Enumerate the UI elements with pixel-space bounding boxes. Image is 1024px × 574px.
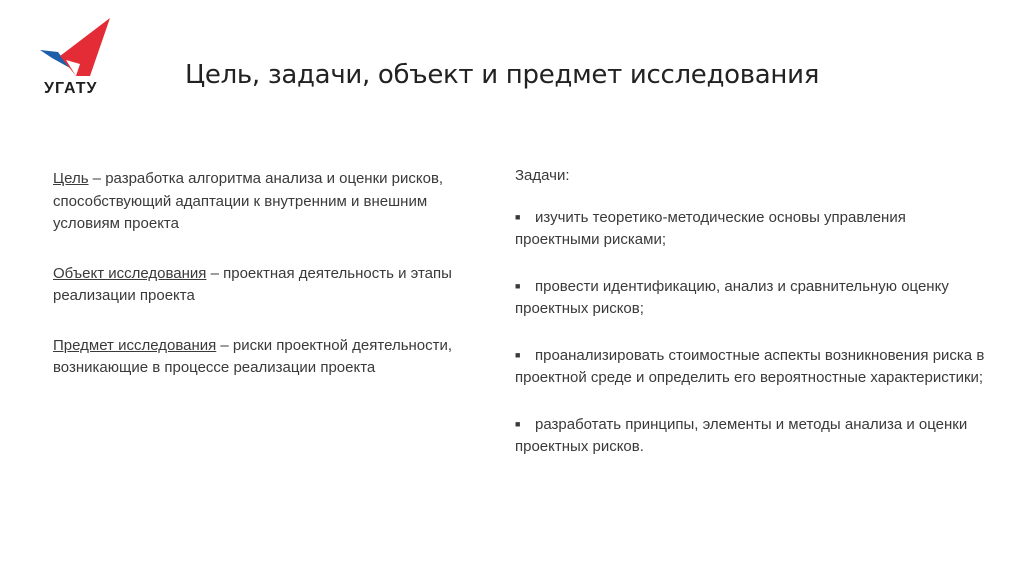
left-column [53,168,493,407]
logo-text: УГАТУ [44,80,98,97]
goal-paragraph [53,168,493,236]
tasks-column [515,165,985,482]
bullet-icon: ■ [515,349,521,360]
tasks-title: Задачи: [515,167,570,184]
task-text: проанализировать стоимостные аспекты возникновения риска в проектной среде и определить его вероятностные характеристики; [515,346,985,386]
task-text: провести идентификацию, анализ и сравнительную оценку проектных рисков; [515,277,949,317]
subject-term: Предмет исследования [53,336,217,354]
subject-text: – риски проектной деятельности, возникающие в процессе реализации проекта [53,336,453,376]
subject-paragraph [53,335,493,380]
page-title: Цель, задачи, объект и предмет исследования [185,60,820,90]
object-text: – проектная деятельность и этапы реализации проекта [53,264,452,304]
bullet-icon: ■ [515,418,521,429]
bullet-icon: ■ [515,280,521,291]
task-text: изучить теоретико-методические основы управления проектными рисками; [515,208,906,248]
task-text: разработать принципы, элементы и методы анализа и оценки проектных рисков. [515,415,968,455]
task-item [515,206,985,252]
task-item [515,275,985,321]
object-term: Объект исследования [53,264,207,282]
logo-emblem-icon [40,18,120,80]
goal-term: Цель [53,170,89,187]
goal-text: – разработка алгоритма анализа и оценки рисков, способствующий адаптации к внутренним и внешним условиям проекта [53,170,444,232]
object-paragraph [53,263,493,308]
bullet-icon: ■ [515,211,521,222]
task-item [515,413,985,459]
ugatu-logo [40,18,120,102]
task-item [515,344,985,390]
